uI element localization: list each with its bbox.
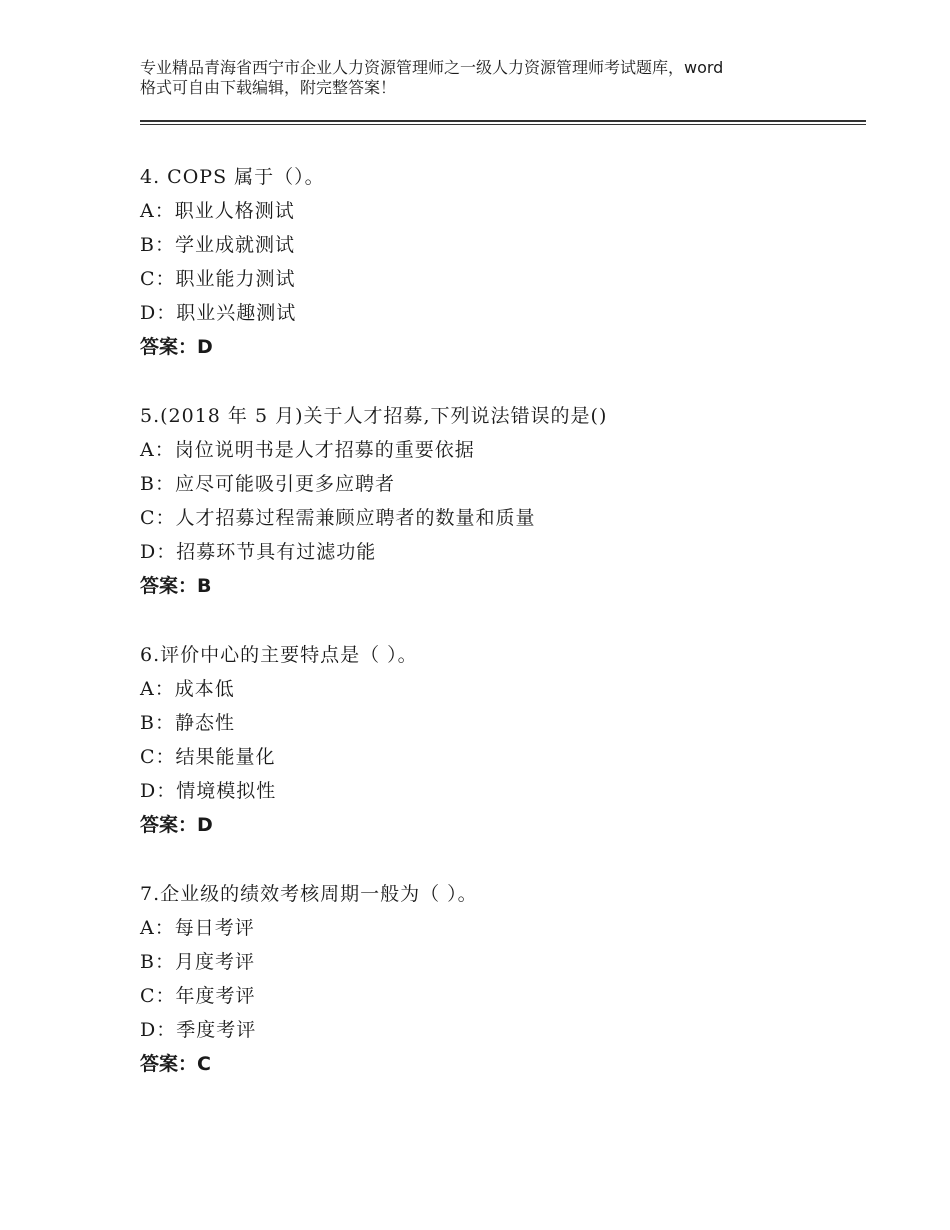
option-c: C：职业能力测试 bbox=[140, 268, 296, 290]
header-line-1: 专业精品青海省西宁市企业人力资源管理师之一级人力资源管理师考试题库，word bbox=[140, 58, 724, 77]
option-a: A：岗位说明书是人才招募的重要依据 bbox=[140, 439, 475, 461]
option-b: B：静态性 bbox=[140, 712, 235, 734]
answer-line: 答案：D bbox=[140, 814, 213, 836]
option-b: B：月度考评 bbox=[140, 951, 255, 973]
answer-line: 答案：C bbox=[140, 1053, 211, 1075]
question-stem: 4. COPS 属于（）。 bbox=[140, 166, 325, 188]
option-c: C：年度考评 bbox=[140, 985, 256, 1007]
question-5 bbox=[140, 399, 860, 603]
option-d: D：季度考评 bbox=[140, 1019, 257, 1041]
option-c: C：结果能量化 bbox=[140, 746, 276, 768]
question-4 bbox=[140, 160, 860, 364]
answer-line: 答案：D bbox=[140, 336, 213, 358]
answer-line: 答案：B bbox=[140, 575, 212, 597]
question-7 bbox=[140, 877, 860, 1081]
question-stem: 7.企业级的绩效考核周期一般为（ ）。 bbox=[140, 883, 478, 905]
option-a: A：成本低 bbox=[140, 678, 235, 700]
header-line-2: 格式可自由下载编辑，附完整答案！ bbox=[140, 78, 397, 97]
option-b: B：应尽可能吸引更多应聘者 bbox=[140, 473, 395, 495]
option-c: C：人才招募过程需兼顾应聘者的数量和质量 bbox=[140, 507, 536, 529]
option-a: A：职业人格测试 bbox=[140, 200, 295, 222]
header-divider-thin bbox=[140, 124, 866, 125]
option-b: B：学业成就测试 bbox=[140, 234, 295, 256]
option-d: D：情境模拟性 bbox=[140, 780, 277, 802]
option-a: A：每日考评 bbox=[140, 917, 255, 939]
question-stem: 6.评价中心的主要特点是（ ）。 bbox=[140, 644, 418, 666]
option-d: D：职业兴趣测试 bbox=[140, 302, 297, 324]
document-header bbox=[140, 58, 840, 98]
header-divider-thick bbox=[140, 120, 866, 122]
question-6 bbox=[140, 638, 860, 842]
option-d: D：招募环节具有过滤功能 bbox=[140, 541, 377, 563]
question-stem: 5.(2018 年 5 月)关于人才招募,下列说法错误的是() bbox=[140, 405, 608, 427]
